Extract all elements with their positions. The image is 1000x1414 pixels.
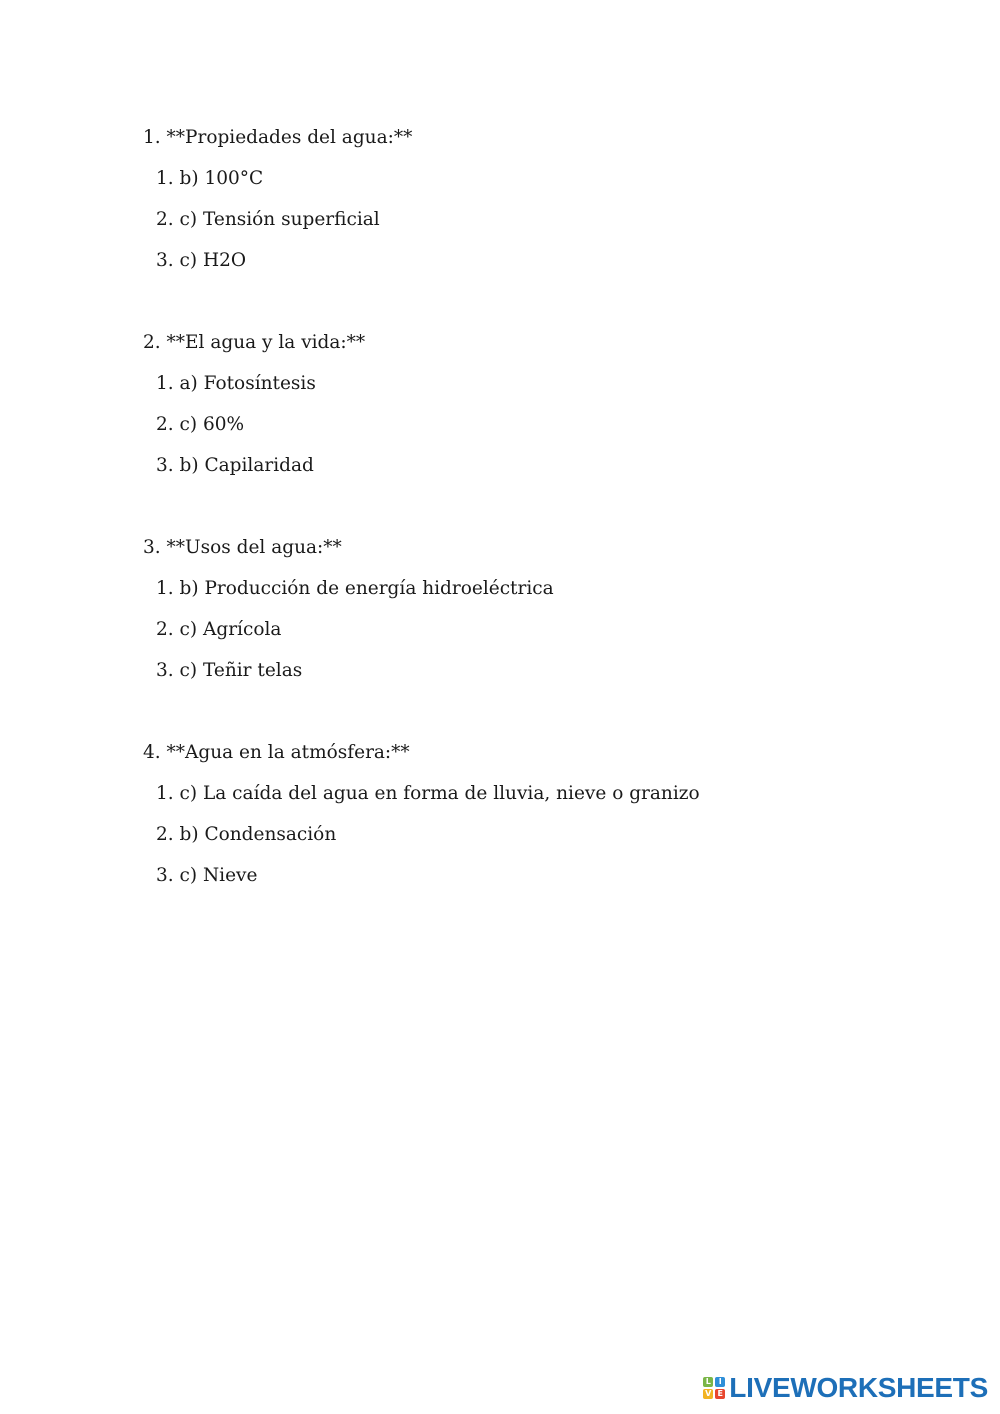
section-propiedades-del-agua [143,117,963,281]
logo-cell: E [715,1389,725,1399]
section-usos-del-agua [143,527,963,691]
logo-wordmark: LIVEWORKSHEETS [729,1372,988,1403]
answer-item: 2. b) Condensación [156,824,337,845]
logo-cell: V [705,1389,712,1398]
section-heading: 2. **El agua y la vida:** [143,332,366,353]
answer-item: 1. c) La caída del agua en forma de lluvia, nieve o granizo [156,783,700,804]
logo-cell: L [703,1377,713,1387]
answer-item: 3. c) Teñir telas [156,660,303,681]
section-el-agua-y-la-vida [143,322,963,486]
section-heading: 3. **Usos del agua:** [143,537,342,558]
liveworksheets-logo [703,1374,988,1402]
answer-item: 2. c) 60% [156,414,245,435]
section-agua-en-la-atmosfera [143,732,963,896]
section-heading: 4. **Agua en la atmósfera:** [143,742,410,763]
answer-item: 3. c) Nieve [156,865,258,886]
logo-icon [703,1377,725,1399]
answer-item: 1. a) Fotosíntesis [156,373,316,394]
answer-item: 2. c) Tensión superficial [156,209,380,230]
answer-item: 1. b) Producción de energía hidroeléctrica [156,578,554,599]
answer-item: 1. b) 100°C [156,168,264,189]
answer-item: 3. b) Capilaridad [156,455,314,476]
answer-item: 3. c) H2O [156,250,247,271]
section-heading: 1. **Propiedades del agua:** [143,127,413,148]
logo-cell: I [715,1377,725,1387]
answer-item: 2. c) Agrícola [156,619,282,640]
answer-key [143,117,963,937]
